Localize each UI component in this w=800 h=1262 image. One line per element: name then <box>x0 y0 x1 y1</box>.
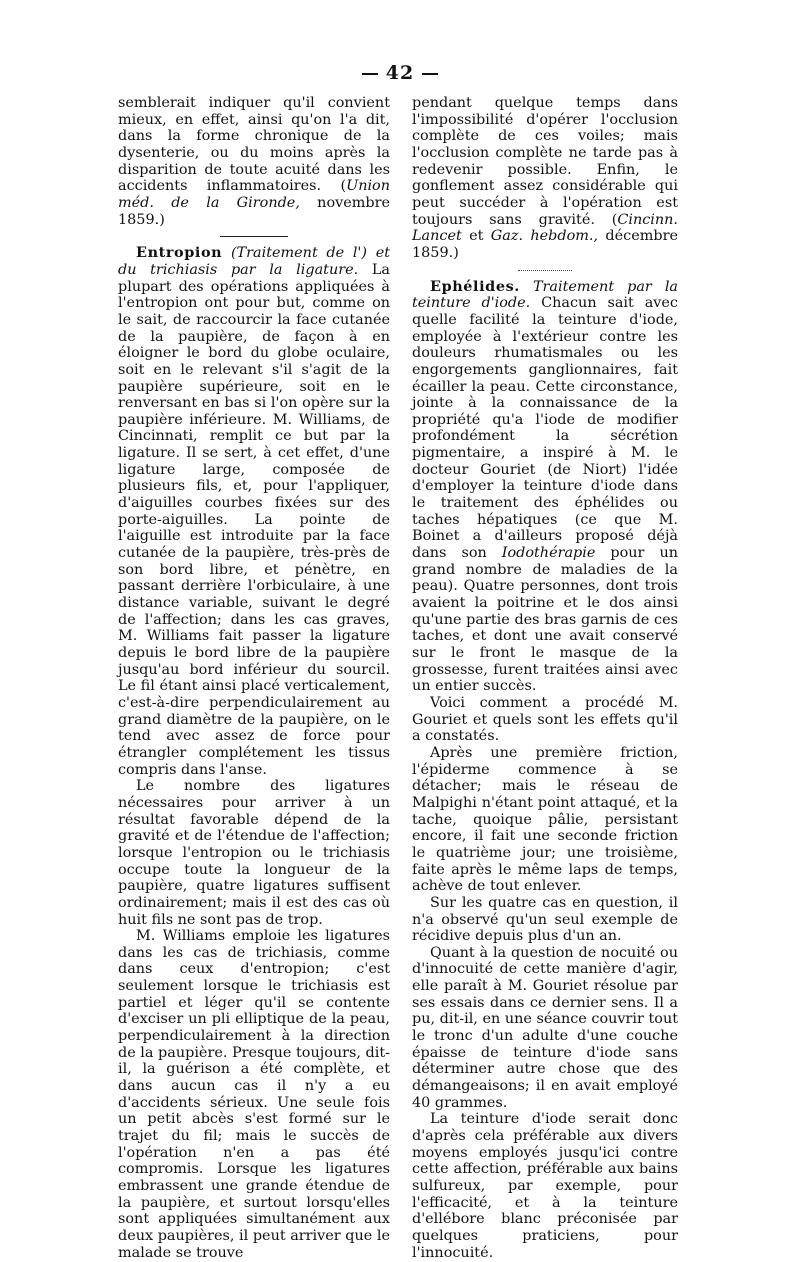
ephelides-paragraph-1 <box>412 279 678 695</box>
ephelides-iodotherapie: Iodothérapie <box>501 545 596 562</box>
section-separator <box>518 270 572 271</box>
right-continuation-text: pendant quelque temps dans l'impossibilité d'opérer l'occlusion complète de ces voiles; mais l'occlusion complète ne tarde pas à redevenir possible. Enfin, le gonflement assez considérable qui peut succéder à l'opération est toujours sans gravité. ( <box>412 95 678 228</box>
right-continuation-paragraph <box>412 95 678 262</box>
right-continuation-date: décembre 1859.) <box>412 228 678 261</box>
entropion-paragraph-3: M. Williams emploie les ligatures dans les cas de trichiasis, comme dans ceux d'entropion; c'est seulement lorsque le trichiasis est partiel et léger qu'il se contente d'exciser un pli elliptique de la peau, perpendiculairement à la direction de la paupière. Presque toujours, dit-il, la guérison a été complète, et dans aucun cas il n'y a eu d'accidents sérieux. Une seule fois un petit abcès s'est formé sur le trajet du fil; mais le succès de l'opération n'en a pas été compromis. Lorsque les ligatures embrassent une grande étendue de la paupière, et surtout lorsqu'elles sont appliquées simultanément aux deux paupières, il peut arriver que le malade se trouve <box>118 928 391 1261</box>
left-continuation-paragraph <box>118 95 390 228</box>
right-column <box>412 95 678 1261</box>
ephelides-heading-subtitle: Traitement par la teinture d'iode. <box>412 278 678 312</box>
page-number-dash-left <box>362 73 378 75</box>
page-number <box>0 62 800 84</box>
ephelides-paragraph-4: Sur les quatre cas en question, il n'a observé qu'un seul exemple de récidive depuis plus d'un an. <box>412 894 678 945</box>
ephelides-paragraph-6: La teinture d'iode serait donc d'après cela préférable aux divers moyens employés jusqu'ici contre cette affection, préférable aux bains sulfureux, par exemple, pour l'efficacité, et à la teinture d'ellébore blanc préconisée par quelques praticiens, pour l'innocuité. <box>412 1111 678 1261</box>
entropion-paragraph-2: Le nombre des ligatures nécessaires pour arriver à un résultat favorable dépend de la gravité et de l'étendue de l'affection; lorsque l'entropion ou le trichiasis occupe toute la longueur de la paupière, quatre ligatures suffisent ordinairement; mais il est des cas où huit fils ne sont pas de trop. <box>118 778 390 928</box>
entropion-text-1: La plupart des opérations appliquées à l'entropion ont pour but, comme on le sait, de raccourcir la face cutanée de la paupière, de façon à en éloigner le bord du globe oculaire, soit en le relevant s'il s'agit de la paupière supérieure, soit en le renversant en bas si l'on opère sur la paupière inférieure. M. Williams, de Cincinnati, remplit ce but par la ligature. Il se sert, à cet effet, d'une ligature large, composée de plusieurs fils, et, pour l'appliquer, d'aiguilles courbes fixées sur des porte-aiguilles. La pointe de l'aiguille est introduite par la face cutanée de la paupière, très-près de son bord libre, et pénètre, en passant derrière l'orbiculaire, à une distance variable, suivant le degré de l'affection; dans les cas graves, M. Williams fait passer la ligature depuis le bord libre de la paupière jusqu'au bord inférieur du sourcil. Le fil étant ainsi placé verticalement, c'est-à-dire perpendiculairement au grand diamètre de la paupière, on le tend avec assez de force pour étrangler complétement les tissus compris dans l'anse. <box>118 261 390 778</box>
page-number-text: 42 <box>385 62 415 84</box>
ephelides-heading: Ephélides. <box>430 277 520 295</box>
left-continuation-date: novembre 1859.) <box>118 194 391 228</box>
left-column <box>118 95 390 1261</box>
left-continuation-source: Union méd. de la Gironde, <box>118 178 390 211</box>
entropion-paragraph-1 <box>118 245 390 778</box>
entropion-heading-subtitle: (Traitement de l') et du trichiasis par la ligature. <box>118 245 390 278</box>
right-continuation-mid: et <box>461 228 491 245</box>
right-continuation-source-2: Gaz. hebdom., <box>490 228 599 245</box>
left-continuation-text: semblerait indiquer qu'il convient mieux, en effet, ainsi qu'on l'a dit, dans la forme chronique de la dysenterie, ou du moins après la disparition de toute acuité dans les accidents inflammatoires. ( <box>118 95 390 195</box>
ephelides-paragraph-2: Voici comment a procédé M. Gouriet et quels sont les effets qu'il a constatés. <box>412 694 678 745</box>
ephelides-text-1a: Chacun sait avec quelle facilité la teinture d'iode, employée à l'extérieur contre les douleurs rhumatismales ou les engorgements ganglionnaires, fait écailler la peau. Cette circonstance, jointe à la connaissance de la propriété qu'a l'iode de modifier profondément la sécrétion pigmentaire, a inspiré à M. le docteur Gouriet (de Niort) l'idée d'employer la teinture d'iode dans le traitement des éphélides ou taches hépatiques (ce que M. Boinet a d'ailleurs proposé déjà dans son <box>412 295 678 562</box>
ephelides-text-1b: pour un grand nombre de maladies de la peau). Quatre personnes, dont trois avaient la poitrine et le dos ainsi qu'une partie des bras garnis de ces taches, et dont une avait conservé sur le front le masque de la grossesse, furent traitées ainsi avec un entier succès. <box>412 545 678 695</box>
right-continuation-source: Cincinn. Lancet <box>412 211 678 245</box>
page-number-dash-right <box>422 73 438 75</box>
ephelides-paragraph-5: Quant à la question de nocuité ou d'innocuité de cette manière d'agir, elle paraît à M. Gouriet résolue par ses essais dans ce dernier sens. Il a pu, dit-il, en une séance couvrir tout le tronc d'un adulte d'une couche épaisse de teinture d'iode sans déterminer autre chose que des démangeaisons; il en avait employé 40 grammes. <box>412 944 678 1111</box>
ephelides-paragraph-3: Après une première friction, l'épiderme commence à se détacher; mais le réseau de Malpighi n'étant point attaqué, et la tache, quoique pâlie, persistant encore, il fait une seconde friction le quatrième jour; une troisième, faite après le même laps de temps, achève de tout enlever. <box>412 744 678 895</box>
section-separator <box>220 236 288 237</box>
entropion-heading: Entropion <box>136 244 223 262</box>
